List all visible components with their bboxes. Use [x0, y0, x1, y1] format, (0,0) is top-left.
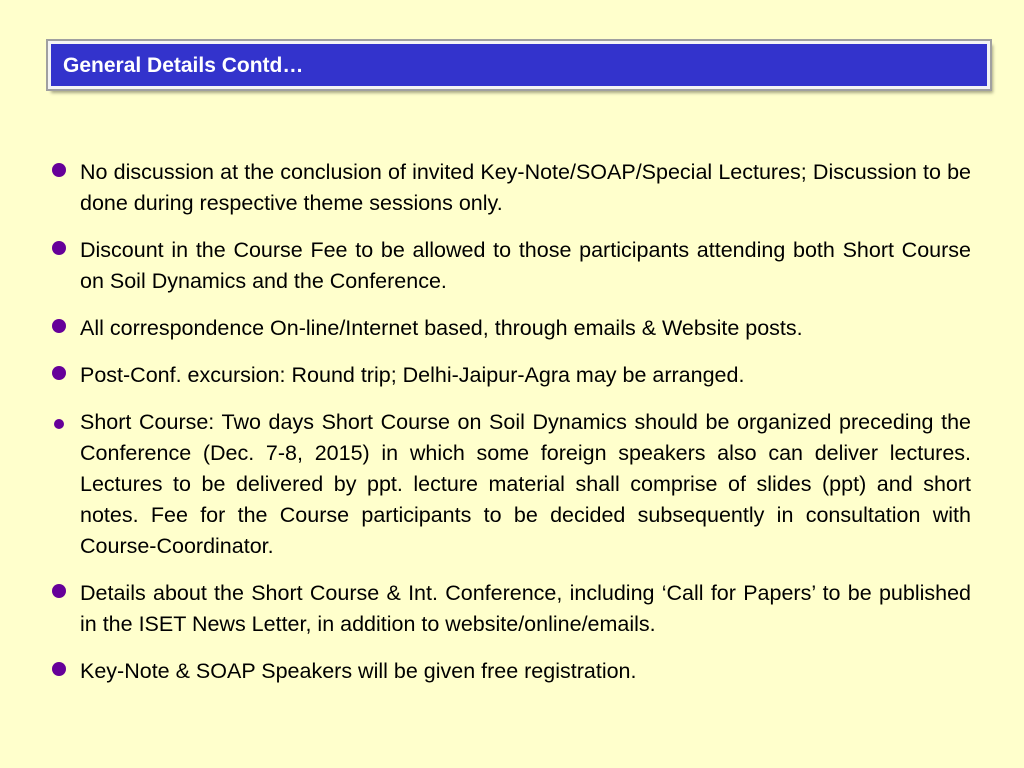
bullet-dot-icon	[52, 584, 66, 598]
bullet-list	[51, 157, 971, 703]
bullet-dot-icon	[52, 366, 66, 380]
bullet-text: Key-Note & SOAP Speakers will be given free registration.	[80, 659, 637, 683]
bullet-dot-icon	[54, 419, 64, 429]
slide-title: General Details Contd…	[63, 54, 304, 77]
bullet-item	[51, 407, 971, 562]
slide-title-bar	[48, 41, 990, 89]
bullet-text: Post-Conf. excursion: Round trip; Delhi-Jaipur-Agra may be arranged.	[80, 363, 745, 387]
bullet-text: No discussion at the conclusion of invited Key-Note/SOAP/Special Lectures; Discussion to be done during respective theme sessions only.	[80, 160, 971, 215]
bullet-item	[51, 656, 971, 687]
bullet-item	[51, 157, 971, 219]
bullet-item	[51, 360, 971, 391]
bullet-item	[51, 578, 971, 640]
bullet-text: Short Course: Two days Short Course on Soil Dynamics should be organized preceding the Conference (Dec. 7-8, 2015) in which some foreign speakers also can deliver lectures. Lectures to be delivered by ppt. lecture material shall comprise of slides (ppt) and short notes. Fee for the Course participants to be decided subsequently in consultation with Course-Coordinator.	[80, 410, 971, 558]
bullet-text: All correspondence On-line/Internet based, through emails & Website posts.	[80, 316, 803, 340]
bullet-dot-icon	[52, 319, 66, 333]
bullet-dot-icon	[52, 163, 66, 177]
bullet-dot-icon	[52, 662, 66, 676]
bullet-item	[51, 235, 971, 297]
bullet-text: Details about the Short Course & Int. Conference, including ‘Call for Papers’ to be published in the ISET News Letter, in addition to website/online/emails.	[80, 581, 971, 636]
bullet-dot-icon	[52, 241, 66, 255]
bullet-item	[51, 313, 971, 344]
bullet-text: Discount in the Course Fee to be allowed to those participants attending both Short Course on Soil Dynamics and the Conference.	[80, 238, 971, 293]
